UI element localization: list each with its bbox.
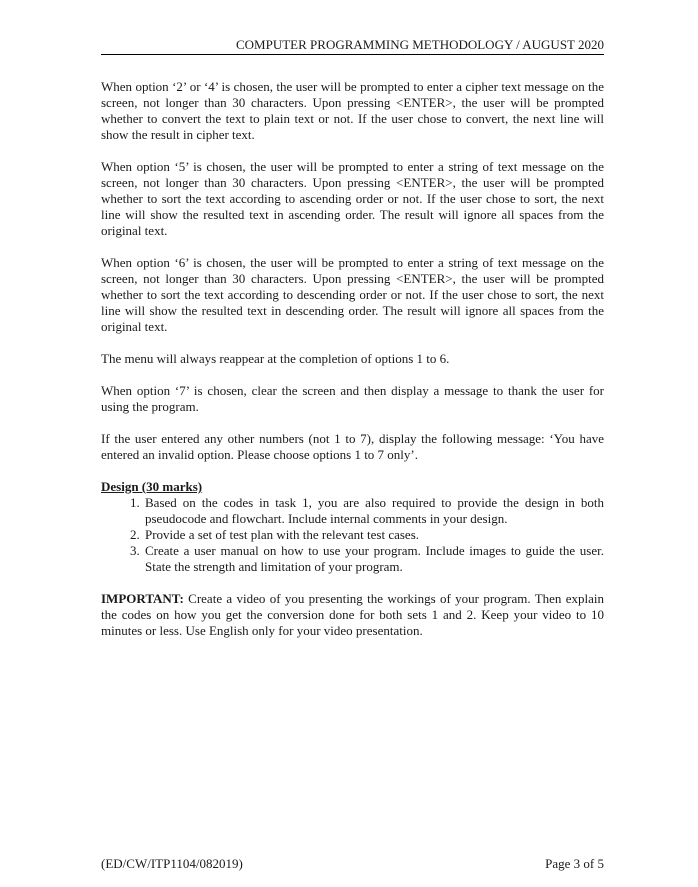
paragraph-option-5: When option ‘5’ is chosen, the user will be prompted to enter a string of text message on the screen, not longer than 30 characters. Upon pressing <ENTER>, the user will be prompted whether to sort the text according to ascending order or not. If the user chose to sort, the next line will show the resulted text in ascending order. The result will ignore all spaces from the original text.: [101, 159, 604, 238]
important-text: Create a video of you presenting the workings of your program. Then explain the codes on how you get the conversion done for both sets 1 and 2. Keep your video to 10 minutes or less. Use English only for your video presentation.: [101, 591, 604, 638]
design-heading: Design (30 marks): [101, 479, 203, 494]
paragraph-menu-reappear: The menu will always reappear at the completion of options 1 to 6.: [101, 351, 450, 366]
design-item-3: 3. Create a user manual on how to use your program. Include images to guide the user. State the strength and limitation of your program.: [143, 543, 604, 575]
important-label: IMPORTANT:: [101, 591, 184, 606]
design-item-2: 2. Provide a set of test plan with the relevant test cases.: [143, 527, 604, 543]
design-list: [101, 495, 604, 575]
design-item-1: 1. Based on the codes in task 1, you are also required to provide the design in both pseudocode and flowchart. Include internal comments in your design.: [143, 495, 604, 527]
paragraph-invalid-option: If the user entered any other numbers (not 1 to 7), display the following message: ‘You have entered an invalid option. Please choose options 1 to 7 only’.: [101, 431, 604, 462]
important-note: [101, 591, 604, 639]
document-body: [101, 79, 604, 655]
header-title: COMPUTER PROGRAMMING METHODOLOGY / AUGUST 2020: [236, 37, 604, 52]
footer-document-code: (ED/CW/ITP1104/082019): [101, 856, 243, 871]
paragraph-option-2-4: When option ‘2’ or ‘4’ is chosen, the user will be prompted to enter a cipher text message on the screen, not longer than 30 characters. Upon pressing <ENTER>, the user will be prompted whether to convert the text to plain text or not. If the user chose to convert, the next line will show the result in cipher text.: [101, 79, 604, 142]
paragraph-option-7: When option ‘7’ is chosen, clear the screen and then display a message to thank the user for using the program.: [101, 383, 604, 414]
footer-page-number: Page 3 of 5: [545, 856, 604, 871]
page-header: [101, 37, 604, 55]
paragraph-option-6: When option ‘6’ is chosen, the user will be prompted to enter a string of text message on the screen, not longer than 30 characters. Upon pressing <ENTER>, the user will be prompted whether to sort the text according to descending order or not. If the user chose to sort, the next line will show the resulted text in descending order. The result will ignore all spaces from the original text.: [101, 255, 604, 334]
